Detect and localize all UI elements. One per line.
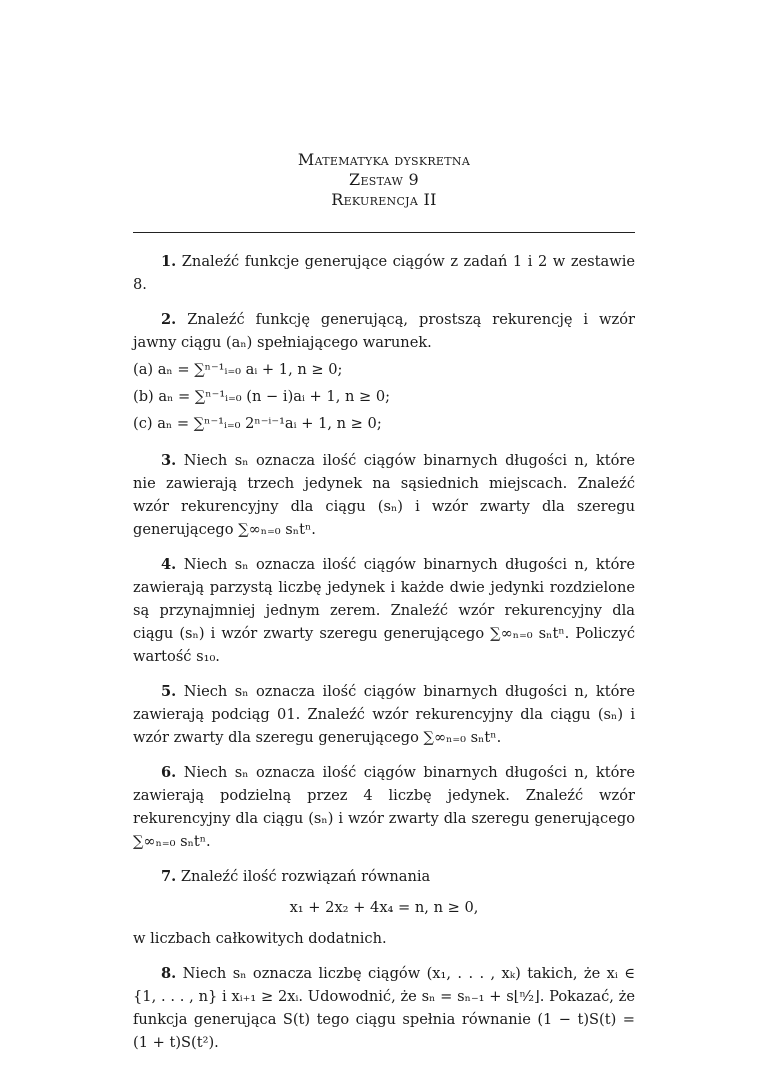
- problem-number: 6.: [161, 764, 177, 781]
- problem-number: 8.: [161, 965, 177, 982]
- problem-list: [133, 250, 635, 1066]
- problem-text: Niech sₙ oznacza liczbę ciągów (x₁, . . . , xₖ) takich, że xᵢ ∈ {1, . . . , n} i xᵢ₊₁ ≥ 2xᵢ. Udowodnić, że sₙ = sₙ₋₁ + s⌊ⁿ⁄₂⌋. Pokazać, że funkcja generująca S(t) tego ciągu spełnia równanie (1 − t)S(t) = (1 + t)S(t²).: [133, 965, 635, 1051]
- problem-8: [133, 962, 635, 1054]
- document-header: [0, 150, 768, 210]
- problem-4: [133, 553, 635, 668]
- problem-text: Znaleźć ilość rozwiązań równania: [180, 868, 431, 885]
- problem-number: 7.: [161, 868, 177, 885]
- problem-3: [133, 449, 635, 541]
- problem-number: 3.: [161, 452, 177, 469]
- problem-text: Niech sₙ oznacza ilość ciągów binarnych długości n, które zawierają podciąg 01. Znaleźć wzór rekurencyjny dla ciągu (sₙ) i wzór zwarty dla szeregu generującego ∑∞ₙ₌₀ sₙtⁿ.: [133, 683, 635, 746]
- problem-text: Niech sₙ oznacza ilość ciągów binarnych długości n, które nie zawierają trzech jedynek na sąsiednich miejscach. Znaleźć wzór rekurencyjny dla ciągu (sₙ) i wzór zwarty dla szeregu generującego ∑∞ₙ₌₀ sₙtⁿ.: [133, 452, 635, 538]
- problem-6: [133, 761, 635, 853]
- list-item: (b) aₙ = ∑ⁿ⁻¹ᵢ₌₀ (n − i)aᵢ + 1, n ≥ 0;: [133, 388, 391, 405]
- problem-text: Niech sₙ oznacza ilość ciągów binarnych długości n, które zawierają podzielną przez 4 liczbę jedynek. Znaleźć wzór rekurencyjny dla ciągu (sₙ) i wzór zwarty dla szeregu generującego ∑∞ₙ₌₀ sₙtⁿ.: [133, 764, 635, 850]
- problem-text: Znaleźć funkcje generujące ciągów z zadań 1 i 2 w zestawie 8.: [133, 253, 635, 293]
- problem-number: 4.: [161, 556, 177, 573]
- problem-text: Niech sₙ oznacza ilość ciągów binarnych długości n, które zawierają parzystą liczbę jedynek i każde dwie jedynki rozdzielone są przynajmniej jednym zerem. Znaleźć wzór rekurencyjny dla ciągu (sₙ) i wzór zwarty szeregu generującego ∑∞ₙ₌₀ sₙtⁿ. Policzyć wartość s₁₀.: [133, 556, 635, 665]
- problem-7: [133, 865, 635, 888]
- topic-title: Rekurencja II: [331, 190, 437, 209]
- problem-2-items: [133, 358, 635, 435]
- problem-number: 1.: [161, 253, 177, 270]
- list-item: (a) aₙ = ∑ⁿ⁻¹ᵢ₌₀ aᵢ + 1, n ≥ 0;: [133, 361, 343, 378]
- problem-number: 2.: [161, 311, 177, 328]
- problem-7-continuation: w liczbach całkowitych dodatnich.: [133, 930, 387, 947]
- header-divider: [133, 232, 635, 233]
- problem-number: 5.: [161, 683, 177, 700]
- problem-2: [133, 308, 635, 354]
- set-title: Zestaw 9: [349, 170, 419, 189]
- course-title: Matematyka dyskretna: [297, 150, 471, 169]
- problem-1: [133, 250, 635, 296]
- problem-text: Znaleźć funkcję generującą, prostszą rekurencję i wzór jawny ciągu (aₙ) spełniającego warunek.: [133, 311, 636, 351]
- list-item: (c) aₙ = ∑ⁿ⁻¹ᵢ₌₀ 2ⁿ⁻ⁱ⁻¹aᵢ + 1, n ≥ 0;: [133, 415, 382, 432]
- problem-5: [133, 680, 635, 749]
- display-equation: x₁ + 2x₂ + 4x₄ = n, n ≥ 0,: [289, 899, 479, 916]
